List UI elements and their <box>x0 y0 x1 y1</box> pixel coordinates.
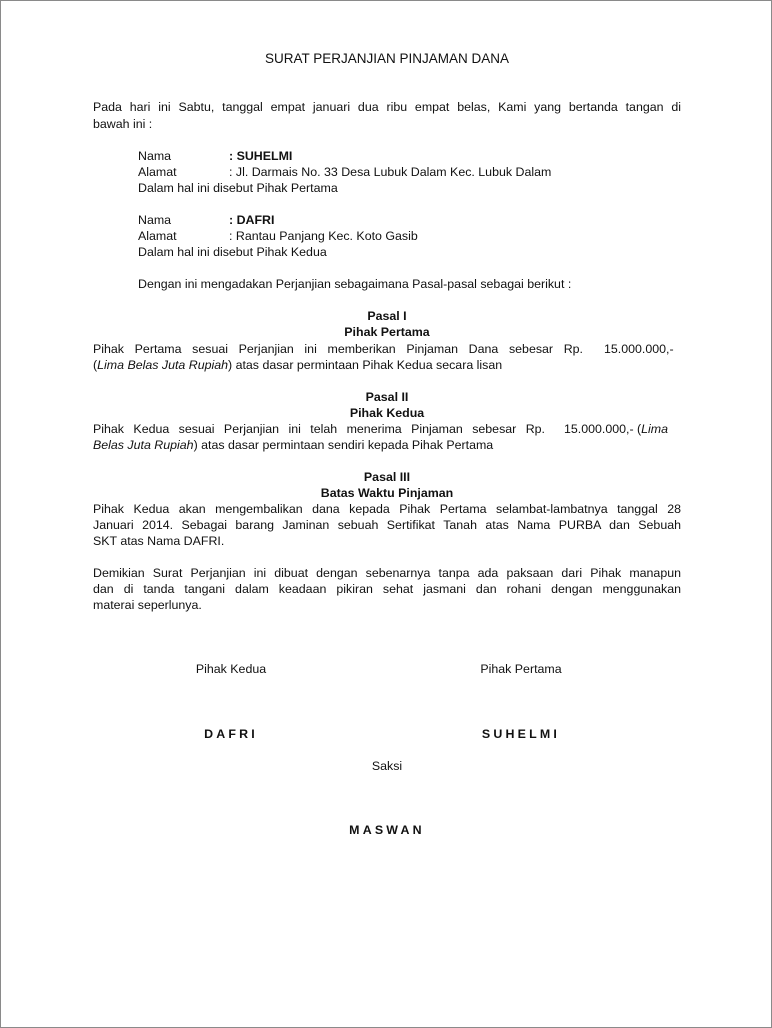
pasal1-heading: Pasal I <box>367 309 407 323</box>
pasal1-subheading: Pihak Pertama <box>344 325 430 339</box>
signature-right-role: Pihak Pertama <box>480 662 562 676</box>
pasal3-line-3: SKT atas Nama DAFRI. <box>93 534 225 548</box>
party1-alamat-value: : Jl. Darmais No. 33 Desa Lubuk Dalam Kec. Lubuk Dalam <box>229 165 552 179</box>
agreement-intro: Dengan ini mengadakan Perjanjian sebagaimana Pasal-pasal sebagai berikut : <box>138 277 572 291</box>
pasal3-line-2: Januari 2014. Sebagai barang Jaminan sebuah Sertifikat Tanah atas Nama PURBA dan Sebuah <box>93 518 681 532</box>
pasal2-subheading: Pihak Kedua <box>349 406 425 420</box>
intro-line-2: bawah ini : <box>93 117 153 131</box>
document-title: SURAT PERJANJIAN PINJAMAN DANA <box>264 51 510 66</box>
pasal3-heading: Pasal III <box>363 470 411 484</box>
party2-desc: Dalam hal ini disebut Pihak Kedua <box>138 245 327 259</box>
pasal2-line-2: Belas Juta Rupiah) atas dasar permintaan sendiri kepada Pihak Pertama <box>93 438 494 452</box>
pasal3-line-1: Pihak Kedua akan mengembalikan dana kepada Pihak Pertama selambat-lambatnya tanggal 28 <box>93 502 681 516</box>
signature-left-name: DAFRI <box>204 727 258 741</box>
pasal1-line-1: Pihak Pertama sesuai Perjanjian ini memberikan Pinjaman Dana sebesar Rp. <box>93 342 583 356</box>
party2-nama-label: Nama <box>138 213 172 227</box>
witness-role: Saksi <box>371 759 403 773</box>
signature-left-role: Pihak Kedua <box>195 662 267 676</box>
party2-alamat-label: Alamat <box>138 229 177 243</box>
witness-name: MASWAN <box>349 823 425 837</box>
party1-desc: Dalam hal ini disebut Pihak Pertama <box>138 181 338 195</box>
pasal2-line-1: Pihak Kedua sesuai Perjanjian ini telah menerima Pinjaman sebesar Rp. <box>93 422 545 436</box>
party2-nama-value: : DAFRI <box>229 213 275 227</box>
pasal1-line-2: (Lima Belas Juta Rupiah) atas dasar permintaan Pihak Kedua secara lisan <box>93 358 503 372</box>
signature-right-name: SUHELMI <box>481 727 561 741</box>
party2-alamat-value: : Rantau Panjang Kec. Koto Gasib <box>229 229 418 243</box>
pasal3-subheading: Batas Waktu Pinjaman <box>320 486 454 500</box>
pasal2-amount: 15.000.000,- (Lima <box>564 422 669 436</box>
pasal2-heading: Pasal II <box>365 390 409 404</box>
party1-alamat-label: Alamat <box>138 165 177 179</box>
pasal1-amount: 15.000.000,- <box>604 342 674 356</box>
intro-line-1: Pada hari ini Sabtu, tanggal empat januari dua ribu empat belas, Kami yang bertanda tangan di <box>93 100 681 114</box>
closing-line-1: Demikian Surat Perjanjian ini dibuat dengan sebenarnya tanpa ada paksaan dari Pihak manapun <box>93 566 681 580</box>
party1-nama-label: Nama <box>138 149 172 163</box>
closing-line-3: materai seperlunya. <box>93 598 202 612</box>
party1-nama-value: : SUHELMI <box>229 149 293 163</box>
closing-line-2: dan di tanda tangani dalam keadaan pikiran sehat jasmani dan rohani dengan menggunakan <box>93 582 681 596</box>
